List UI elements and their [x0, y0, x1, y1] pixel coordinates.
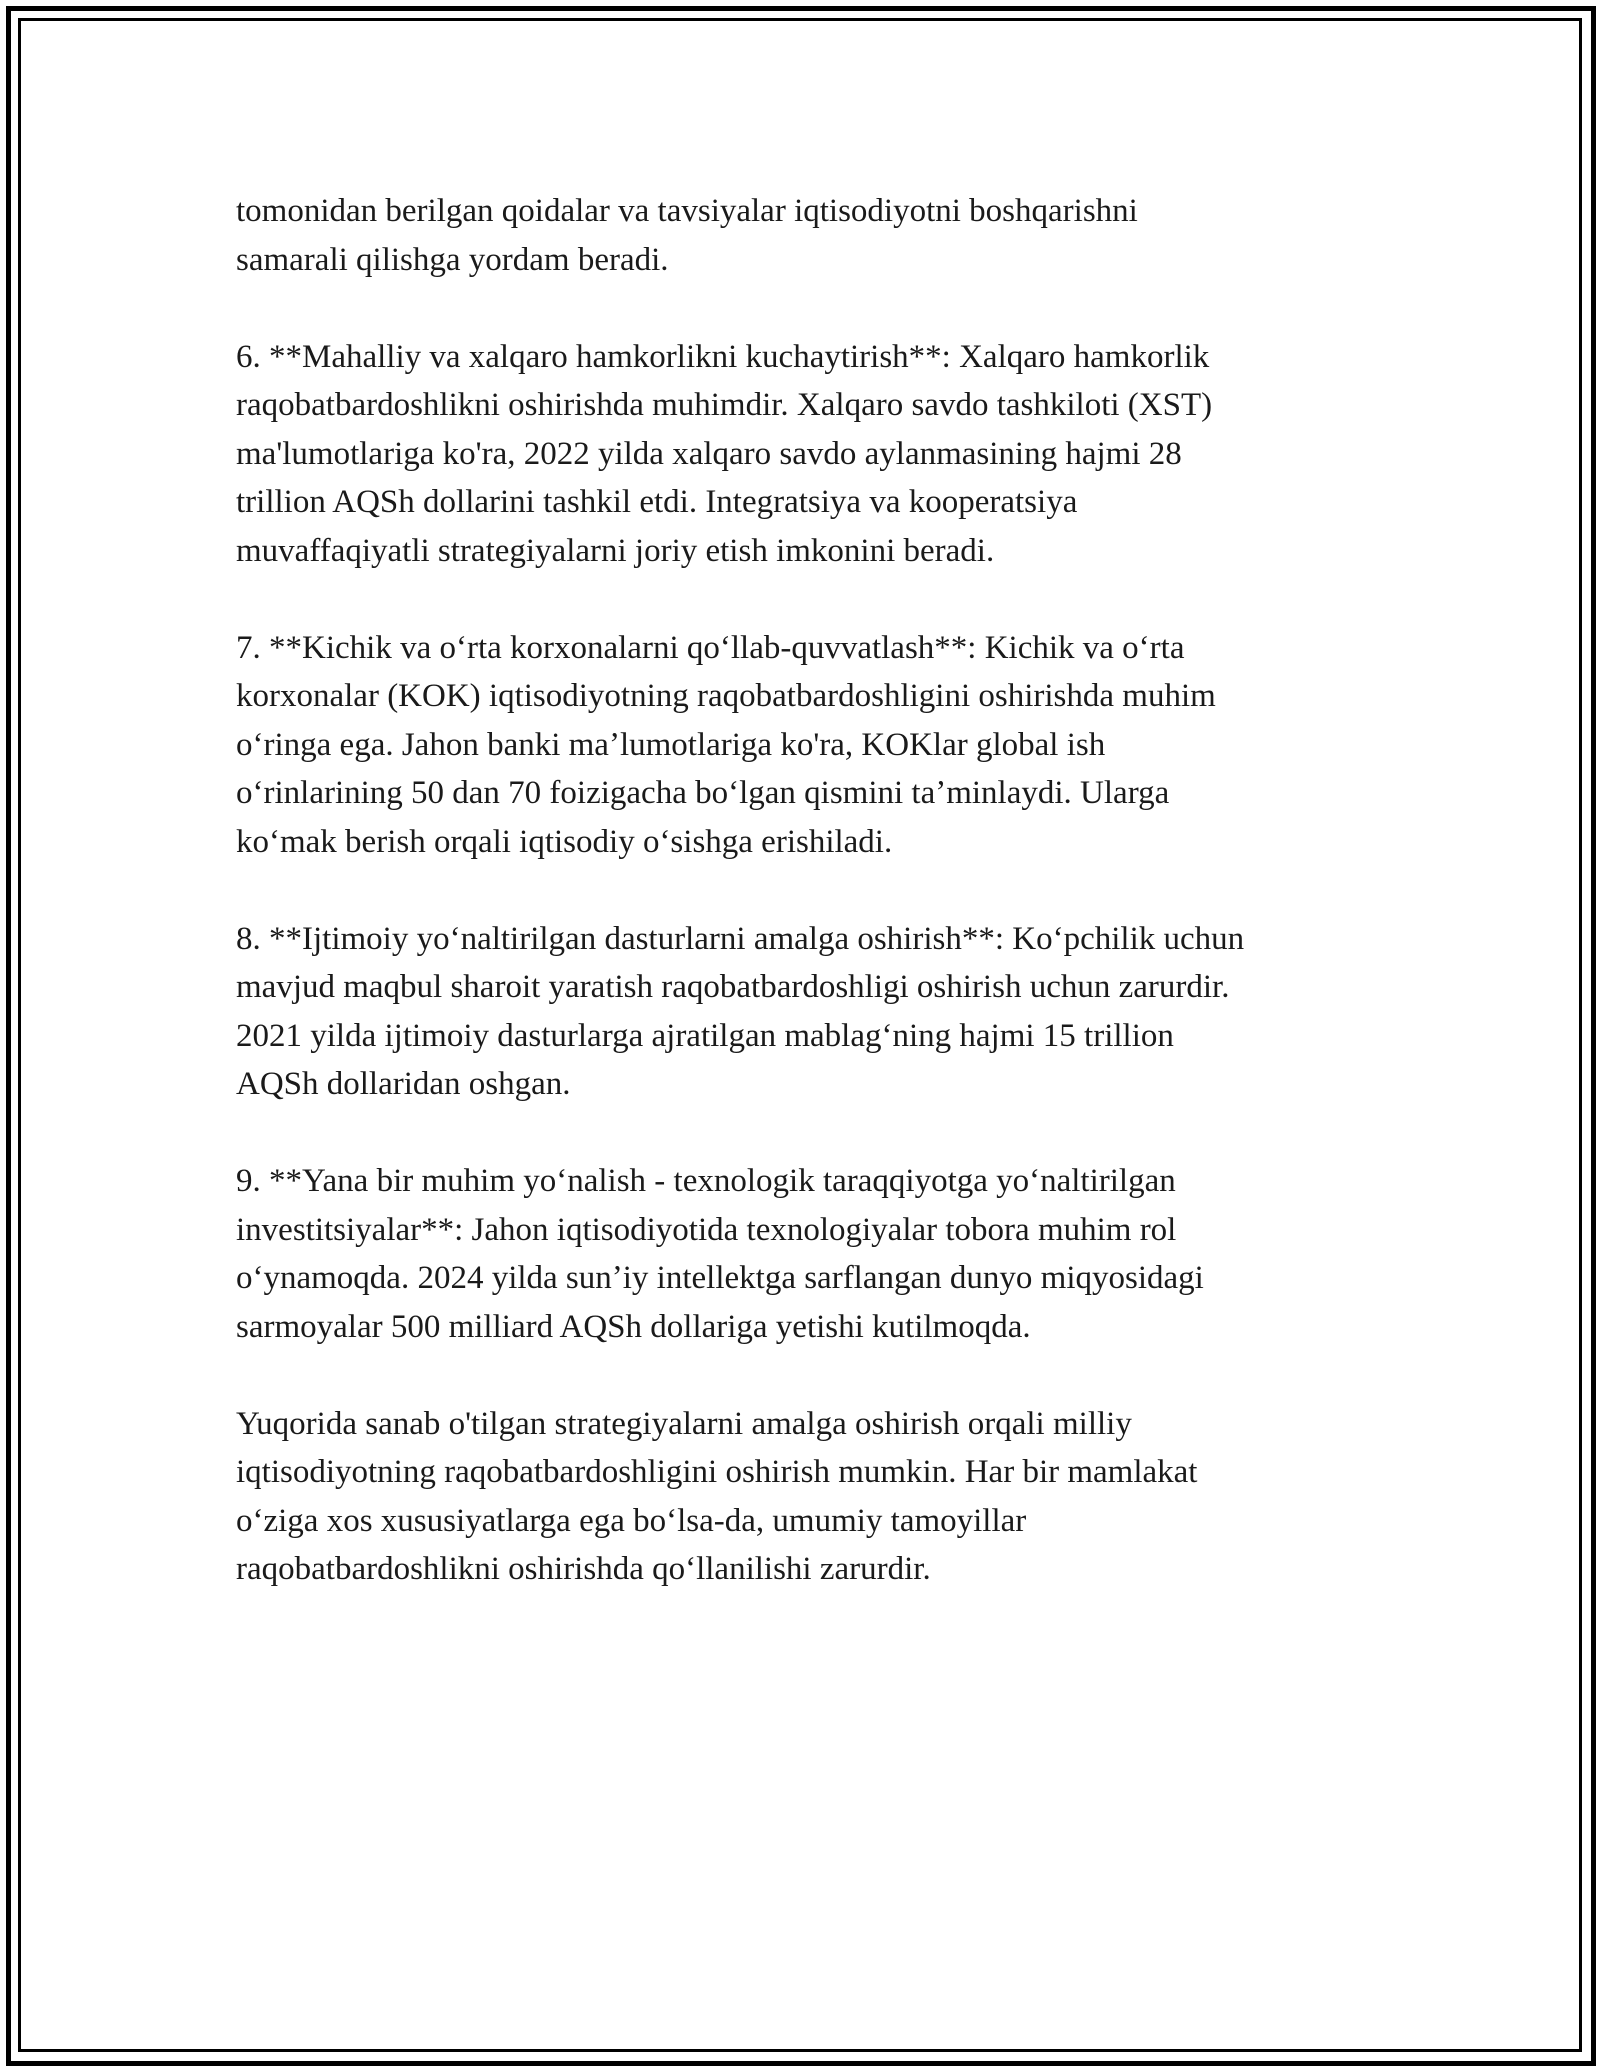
text-line: raqobatbardoshlikni oshirishda muhimdir. Xalqaro savdo tashkiloti (XST)	[236, 387, 1213, 423]
text-line: oʻringa ega. Jahon banki maʼlumotlariga ko'ra, KOKlar global ish	[236, 726, 1106, 763]
text-line: oʻrinlarining 50 dan 70 foizigacha boʻlgan qismini taʼminlaydi. Ularga	[236, 775, 1170, 811]
paragraph-continuation	[236, 187, 1386, 284]
paragraph-item-8	[236, 915, 1386, 1109]
paragraph-item-6	[236, 333, 1386, 576]
paragraph-item-9	[236, 1157, 1386, 1351]
text-line: raqobatbardoshlikni oshirishda qoʻllanilishi zarurdir.	[236, 1551, 931, 1587]
text-line: ma'lumotlariga ko'ra, 2022 yilda xalqaro savdo aylanmasining hajmi 28	[236, 435, 1182, 472]
text-line: 2021 yilda ijtimoiy dasturlarga ajratilgan mablagʻning hajmi 15 trillion	[236, 1017, 1174, 1054]
text-line: mavjud maqbul sharoit yaratish raqobatbardoshligi oshirish uchun zarurdir.	[236, 969, 1230, 1005]
text-line: oʻziga xos xususiyatlarga ega boʻlsa-da, umumiy tamoyillar	[236, 1502, 1027, 1539]
text-line: 7. **Kichik va oʻrta korxonalarni qoʻllab-quvvatlash**: Kichik va oʻrta	[236, 629, 1185, 666]
text-line: investitsiyalar**: Jahon iqtisodiyotida texnologiyalar tobora muhim rol	[236, 1211, 1177, 1248]
text-line: muvaffaqiyatli strategiyalarni joriy etish imkonini beradi.	[236, 532, 995, 569]
text-line: tomonidan berilgan qoidalar va tavsiyalar iqtisodiyotni boshqarishni	[236, 193, 1138, 229]
text-line: iqtisodiyotning raqobatbardoshligini oshirish mumkin. Har bir mamlakat	[236, 1454, 1198, 1490]
text-line: oʻynamoqda. 2024 yilda sunʼiy intellektga sarflangan dunyo miqyosidagi	[236, 1260, 1204, 1296]
text-line: 8. **Ijtimoiy yoʻnaltirilgan dasturlarni amalga oshirish**: Koʻpchilik uchun	[236, 920, 1245, 957]
paragraph-conclusion	[236, 1400, 1386, 1594]
text-line: AQSh dollaridan oshgan.	[236, 1066, 571, 1102]
text-line: koʻmak berish orqali iqtisodiy oʻsishga erishiladi.	[236, 823, 893, 860]
text-line: 9. **Yana bir muhim yoʻnalish - texnologik taraqqiyotga yoʻnaltirilgan	[236, 1163, 1176, 1199]
document-body	[236, 187, 1386, 1642]
paragraph-item-7	[236, 624, 1386, 867]
text-line: sarmoyalar 500 milliard AQSh dollariga yetishi kutilmoqda.	[236, 1308, 1031, 1345]
text-line: trillion AQSh dollarini tashkil etdi. Integratsiya va kooperatsiya	[236, 484, 1078, 520]
text-line: Yuqorida sanab o'tilgan strategiyalarni amalga oshirish orqali milliy	[236, 1405, 1132, 1442]
text-line: samarali qilishga yordam beradi.	[236, 241, 669, 278]
text-line: 6. **Mahalliy va xalqaro hamkorlikni kuchaytirish**: Xalqaro hamkorlik	[236, 338, 1210, 375]
text-line: korxonalar (KOK) iqtisodiyotning raqobatbardoshligini oshirishda muhim	[236, 678, 1216, 714]
